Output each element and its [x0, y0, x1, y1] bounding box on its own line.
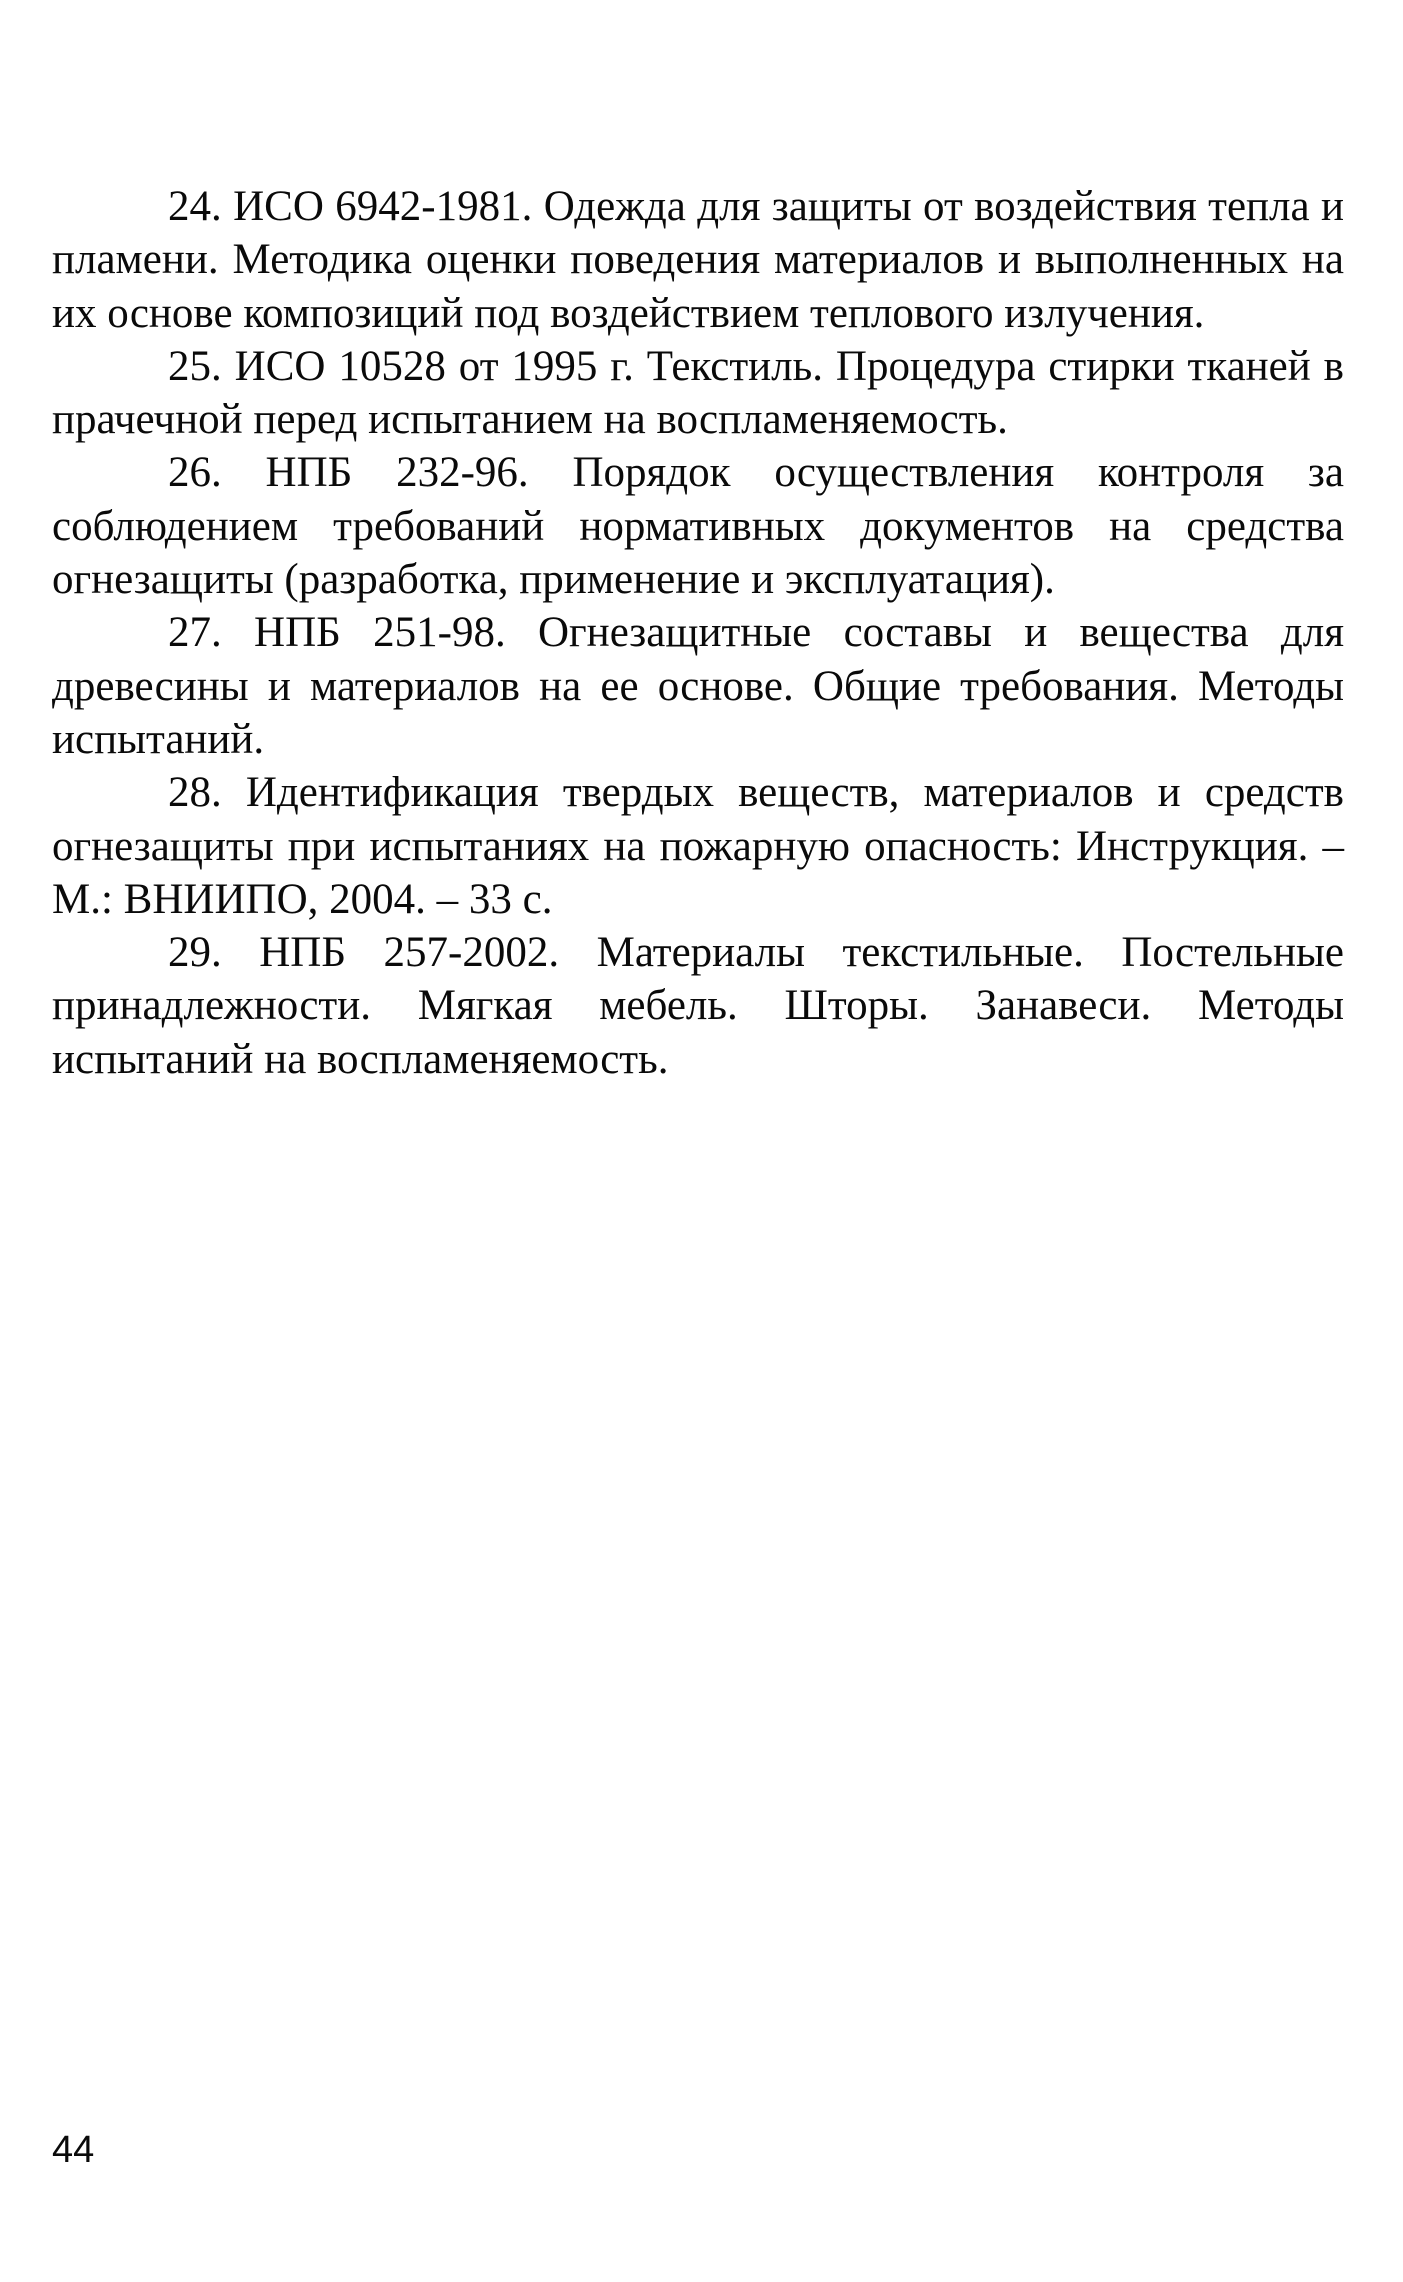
reference-item-28: 28. Идентификация твердых веществ, материалов и средств огнезащиты при испытаниях на пожарную опасность: Инструкция. – М.: ВНИИПО, 2004. – 33 с.	[52, 769, 1344, 923]
page-number: 44	[52, 2129, 95, 2171]
reference-item-29: 29. НПБ 257-2002. Материалы текстильные. Постельные принадлежности. Мягкая мебель. Шторы. Занавеси. Методы испытаний на воспламеняемость.	[52, 929, 1344, 1083]
reference-list	[52, 180, 1344, 1086]
reference-item-25: 25. ИСО 10528 от 1995 г. Текстиль. Процедура стирки тканей в прачечной перед испытанием на воспламеняемость.	[52, 342, 1344, 444]
reference-item-27: 27. НПБ 251-98. Огнезащитные составы и вещества для древесины и материалов на ее основе. Общие требования. Методы испытаний.	[52, 609, 1344, 763]
reference-item-24: 24. ИСО 6942-1981. Одежда для защиты от воздействия тепла и пламени. Методика оценки поведения материалов и выполненных на их основе композиций под воздействием теплового излучения.	[52, 183, 1344, 337]
reference-item-26: 26. НПБ 232-96. Порядок осуществления контроля за соблюдением требований нормативных документов на средства огнезащиты (разработка, применение и эксплуатация).	[52, 449, 1344, 604]
